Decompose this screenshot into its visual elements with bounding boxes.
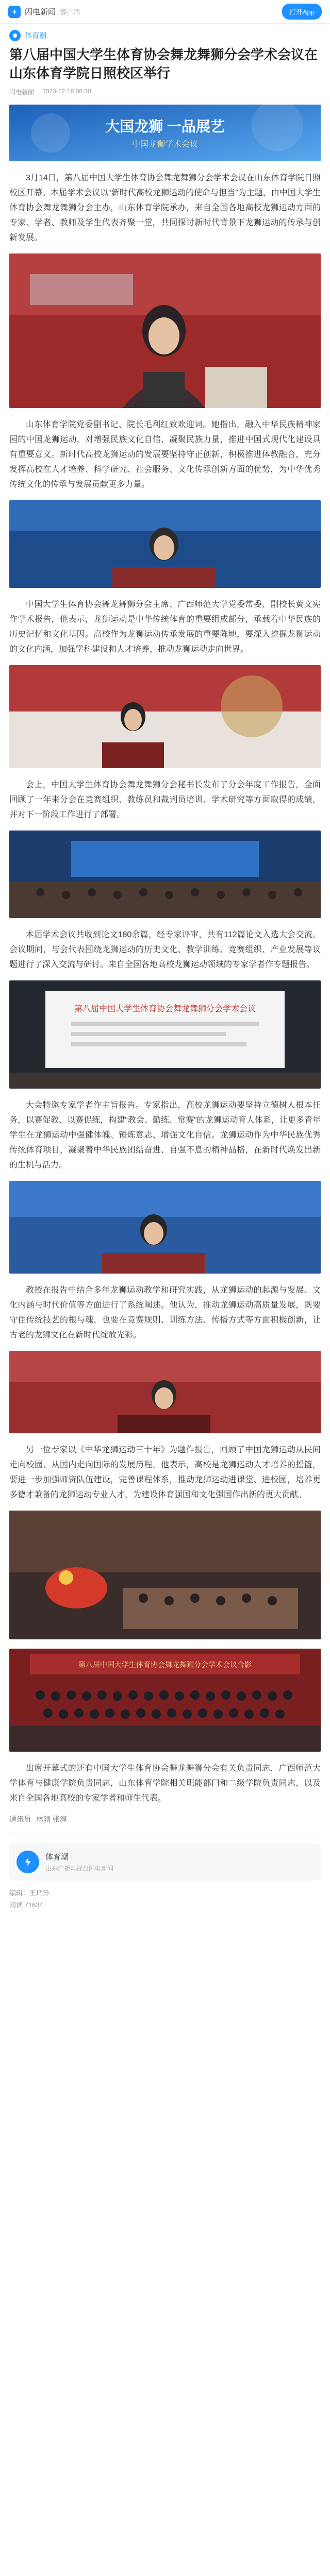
article-image-expert: [9, 1181, 321, 1274]
article-image-speaker: [9, 253, 321, 408]
article-title: 第八届中国大学生体育协会舞龙舞狮分会学术会议在山东体育学院日照校区举行: [9, 47, 318, 81]
article-image-banner: [9, 105, 321, 161]
brand[interactable]: [8, 6, 80, 18]
author-avatar-icon: [16, 1851, 39, 1873]
paragraph: 大会特邀专家学者作主旨报告。专家指出，高校龙狮运动要坚持立德树人根本任务，以赛促教、以赛促练，构建“教会、勤练、常赛”的龙狮运动育人体系，让更多青年学生在龙狮运动中强健体魄、锤炼意志、增强文化自信。龙狮运动作为中华民族优秀传统体育项目，凝聚着中华民族团结奋进、自强不息的精神品格，在新时代焕发出新的生机与活力。: [9, 1101, 321, 1170]
top-bar: [0, 0, 330, 24]
editor-name: 王瑞洋: [29, 1889, 50, 1897]
paragraph: 会上，中国大学生体育协会舞龙舞狮分会秘书长发布了分会年度工作报告，全面回顾了一年来分会在竞赛组织、教练员和裁判员培训、学术研究等方面取得的成绩，并对下一阶段工作进行了部署。: [9, 781, 321, 819]
reads-count: 71634: [24, 1901, 43, 1909]
article-image-secretary: [9, 665, 321, 768]
article-meta: [9, 88, 321, 96]
open-app-button[interactable]: 打开App: [282, 4, 322, 20]
article-image-group-photo: [9, 1649, 321, 1752]
article-image-report: [9, 500, 321, 588]
channel-name[interactable]: 体育潮: [25, 31, 46, 40]
author-card[interactable]: [9, 1843, 321, 1880]
lightning-logo-icon: [8, 6, 21, 18]
reporter-label: 通讯员: [9, 1815, 31, 1823]
channel-avatar-icon: [9, 30, 21, 41]
article: [0, 30, 330, 1909]
banner-caption: 大国龙狮 一品展艺: [105, 118, 225, 134]
article-image-slide: [9, 980, 321, 1089]
article-date: 2023-12-16 08:30: [42, 88, 91, 95]
group-photo-banner: 第八届中国大学生体育协会舞龙舞狮分会学术会议合影: [78, 1660, 252, 1669]
paragraph: 3月14日，第八届中国大学生体育协会舞龙舞狮分会学术会议在山东体育学院日照校区开幕。本届学术会议以“新时代高校龙狮运动的使命与担当”为主题，由中国大学生体育协会舞龙舞狮分会主办，山东体育学院承办，来自全国各地高校龙狮运动方面的专家、学者、教师及学生代表齐聚一堂，共同探讨新时代背景下龙狮运动的传承与创新发展。: [9, 174, 321, 242]
channel-row[interactable]: [9, 30, 321, 41]
slide-title: 第八届中国大学生体育协会舞龙舞狮分会学术会议: [74, 1005, 256, 1013]
paragraph: 教授在报告中结合多年龙狮运动教学和研究实践，从龙狮运动的起源与发展、文化内涵与时代价值等方面进行了系统阐述。他认为，推动龙狮运动高质量发展，既要守住传统技艺的根与魂，也要在竞赛规则、训练方法、传播方式等方面积极创新，让古老的龙狮文化在新时代绽放光彩。: [9, 1286, 321, 1340]
paragraph: 山东体育学院党委副书记、院长毛利红致欢迎词。她指出，融入中华民族精神家园的中国龙狮运动，对增强民族文化自信、凝聚民族力量，推进中国式现代化建设具有重要意义。新时代高校龙狮运动的发展要坚持守正创新，积极推进体教融合，充分发挥高校在人才培养、科学研究、社会服务、文化传承创新方面的优势，为中华优秀传统文化的传承与发展贡献更多力量。: [9, 420, 321, 489]
banner-subtitle: 中国龙狮学术会议: [131, 140, 199, 149]
paragraph: 另一位专家以《中华龙狮运动三十年》为题作报告，回顾了中国龙狮运动从民间走向校园、从国内走向国际的发展历程。他表示，高校是龙狮运动人才培养的摇篮，要进一步加强师资队伍建设，完善课程体系，推动龙狮运动进课堂、进校园，培养更多德才兼备的龙狮运动专业人才，为建设体育强国和文化强国作出新的更大贡献。: [9, 1446, 321, 1499]
article-source: 闪电新闻: [9, 89, 35, 96]
reads-line: [9, 1900, 321, 1909]
article-image-hall: [9, 831, 321, 918]
app-name: 闪电新闻: [25, 8, 56, 16]
app-suffix: 客户端: [60, 8, 80, 16]
paragraph: 本届学术会议共收到论文180余篇，经专家评审，共有112篇论文入选大会交流。会议期间，与会代表围绕龙狮运动的历史文化、教学训练、竞赛组织、产业发展等议题进行了深入交流与研讨。来自全国各地高校龙狮运动领域的专家学者作专题报告。: [9, 930, 321, 969]
article-image-performance: [9, 1511, 321, 1639]
author-name: 体育潮: [45, 1853, 69, 1861]
article-image-keynote: [9, 1351, 321, 1433]
paragraph: 出席开幕式的还有中国大学生体育协会舞龙舞狮分会有关负责同志，广西师范大学体育与健康学院负责同志，山东体育学院相关职能部门和二级学院负责同志，以及来自全国各地高校的专家学者和师生代表。: [9, 1764, 321, 1803]
reporter-row: [9, 1814, 321, 1824]
editor-line: [9, 1888, 321, 1897]
author-desc: 山东广播电视台闪电新闻: [45, 1865, 114, 1872]
editor-label: 编辑：: [9, 1889, 30, 1897]
paragraph: 中国大学生体育协会舞龙舞狮分会主席、广西师范大学党委常委、副校长黄文宪作学术报告，他表示，龙狮运动是中华传统体育的重要组成部分，承载着中华民族的历史记忆和文化基因。高校作为龙狮运动传承发展的重要阵地，要深入挖掘龙狮运动的文化内涵，加强学科建设和人才培养，推动龙狮运动走向世界。: [9, 600, 321, 654]
reporter-names: 林颖 张淳: [36, 1815, 67, 1823]
reads-label: 阅读: [9, 1901, 23, 1909]
